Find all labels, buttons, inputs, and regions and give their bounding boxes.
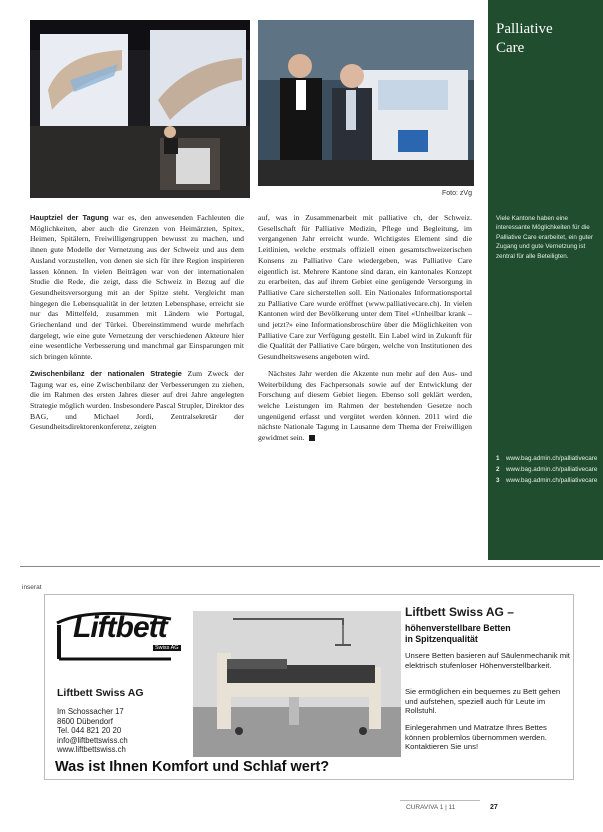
footer-divider bbox=[400, 800, 480, 801]
ad-title: Liftbett Swiss AG – bbox=[405, 605, 514, 619]
article-paragraph bbox=[258, 213, 472, 363]
photo-credit: Foto: zVg bbox=[442, 190, 472, 197]
list-link[interactable]: www.bag.admin.ch/palliativecare bbox=[506, 455, 598, 462]
conference-stage-photo bbox=[30, 20, 250, 198]
article-column-2 bbox=[258, 213, 472, 450]
list-number: 1 bbox=[496, 455, 500, 462]
sidebar-list bbox=[496, 454, 596, 488]
ad-subtitle-line1: höhenverstellbare Betten bbox=[405, 623, 511, 633]
list-number: 3 bbox=[496, 477, 500, 485]
ad-company-name: Liftbett Swiss AG bbox=[57, 687, 144, 699]
sidebar-list-item bbox=[496, 476, 596, 485]
sidebar-title bbox=[496, 20, 553, 58]
hospital-bed-photo bbox=[193, 611, 401, 757]
list-link[interactable]: www.bag.admin.ch/palliativecare bbox=[506, 477, 598, 485]
paragraph-lead: Hauptziel der Tagung bbox=[30, 213, 109, 222]
ad-subtitle-line2: in Spitzenqualität bbox=[405, 633, 478, 644]
two-men-photo bbox=[258, 20, 474, 186]
logo-subtitle: Swiss AG bbox=[155, 645, 179, 651]
ad-label: inserat bbox=[22, 584, 42, 591]
paragraph-text: Zum Zweck der Tagung war es, eine Zwischenbilanz der Verbesserungen zu ziehen, die im Rahmen des ersten Jahres dieser auf drei Jahre angelegten Strategie möglich wurden. Insbesondere Pascal Strupler, Direktor des BAG, und Michael Jordi, Zentralsekretär der Gesundheitsdirektorenkonferenz, zeigten bbox=[30, 368, 244, 432]
sidebar-list-item bbox=[496, 454, 596, 463]
address-city: 8600 Dübendorf bbox=[57, 716, 113, 726]
article-paragraph bbox=[30, 213, 244, 363]
footer-magazine: CURAVIVA 1 | 11 bbox=[406, 804, 456, 811]
ad-address bbox=[57, 707, 128, 755]
article-paragraph bbox=[258, 369, 472, 444]
paragraph-lead: Zwischenbilanz der nationalen Strategie bbox=[30, 368, 182, 378]
page-number: 27 bbox=[490, 804, 498, 811]
logo-wordmark: Liftbett bbox=[73, 611, 167, 644]
sidebar-panel bbox=[488, 0, 603, 560]
ad-paragraph: Unsere Betten basieren auf Säulenmechanik mit elektrisch stufenloser Höhenverstellbarkeit. bbox=[405, 651, 570, 670]
ad-paragraph: Sie ermöglichen ein bequemes zu Bett gehen und aufstehen, speziell auch für Leute im Rollstuhl. bbox=[405, 687, 561, 716]
ad-subtitle bbox=[405, 623, 570, 645]
paragraph-text: auf, was in Zusammenarbeit mit palliative ch, der Schweiz. Gesellschaft für Palliative Medizin, Pflege und Begleitung, im vergangenen Jahr erreicht wurde. Wichtigstes Element sind die Leitlinien, welche erstmals offiziell einen gesamtschweizerischen Konsens zu Palliative Care wiedergeben, was Palliative Care eigentlich ist. Mehrere Kantone sind daran, ein kantonales Konzept zu erarbeiten, das auf ihrem Gebiet eine genügende Versorgung in Palliative Care sicherstellen soll. Ein Nationales Informationsportal zu Palliative Care wurde eröffnet (www.palliativecare.ch). In vielen Kantonen wird der Bevölkerung unter dem Titel «Unheilbar krank – und jetzt?» eine Informationsbroschüre über die Möglichkeiten von Palliative Care zur Verfügung gestellt. Ein Label wird in Zukunft für die Qualität der Palliative Care bürgen, welche von Institutionen des Gesundheitswesens angeboten wird. bbox=[258, 213, 472, 362]
sidebar-title-line2: Care bbox=[496, 40, 525, 56]
address-email[interactable]: info@liftbettswiss.ch bbox=[57, 735, 128, 745]
paragraph-text: war es, den anwesenden Fachleuten die Möglichkeiten, aber auch die Grenzen von Heimärzten, Spitex, Heimen, Spitälern, Freiwilligengruppen bewusst zu machen, und ihnen gute Modelle der Vernetzung aus der Schweiz und aus dem Ausland vorzustellen, von denen sie sich für ihre Region inspirieren lassen können. In vielen Beiträgen war von der internationalen Studie die Rede, die zeigt, dass die Schweiz in Bezug auf die Gesundheitsversorgung mit an der Spitze steht. Vergleicht man hingegen die Lebensqualität in der letzten Lebensphase, erreicht sie nur das Mittelfeld, zusammen mit Ländern wie Portugal, Griechenland und der Türkei. Übereinstimmend wurde mehrfach dargelegt, wie eine gute Vernetzung der verschiedenen Akteure hier eine wesentliche Verbesserung und manchmal gar Einsparungen mit sich bringen könnte. bbox=[30, 213, 244, 362]
liftbett-advertisement[interactable] bbox=[44, 594, 574, 780]
sidebar-title-line1: Palliative bbox=[496, 21, 553, 37]
list-number: 2 bbox=[496, 466, 500, 474]
paragraph-text: Nächstes Jahr werden die Akzente nun mehr auf den Aus- und Weiterbildung des Fachpersonals sowie auf der Entwicklung der Forschung auf diesem Gebiet liegen. Ebenso soll geklärt werden, welche Leistungen im Rahmen der bestehenden Gesetze noch ungenügend erfasst und vergütet werden können. 2011 wird die nächste Nationale Tagung in Lausanne dem Thema der Freiwilligen gewidmet sein. bbox=[258, 368, 472, 443]
ad-headline: Was ist Ihnen Komfort und Schlaf wert? bbox=[55, 759, 330, 775]
address-street: Im Schossacher 17 bbox=[57, 707, 124, 716]
list-link[interactable]: www.bag.admin.ch/palliativecare bbox=[506, 466, 598, 474]
article-column-1 bbox=[30, 213, 244, 439]
sidebar-intro: Viele Kantone haben eine interessante Möglichkeiten für die Palliative Care erarbeitet, ein guter Zugang und gute Vernetzung ist zentral für alle Beteiligten. bbox=[496, 215, 593, 260]
article-paragraph bbox=[30, 369, 244, 433]
liftbett-logo bbox=[51, 605, 181, 667]
section-divider bbox=[20, 566, 600, 567]
end-of-article-mark bbox=[309, 435, 315, 441]
address-website[interactable]: www.liftbettswiss.ch bbox=[57, 745, 126, 755]
ad-paragraph: Einlegerahmen und Matratze Ihres Bettes können problemlos übernommen werden. Kontaktieren Sie uns! bbox=[405, 723, 547, 752]
sidebar-list-item bbox=[496, 465, 596, 474]
address-phone: Tel. 044 821 20 20 bbox=[57, 726, 122, 736]
